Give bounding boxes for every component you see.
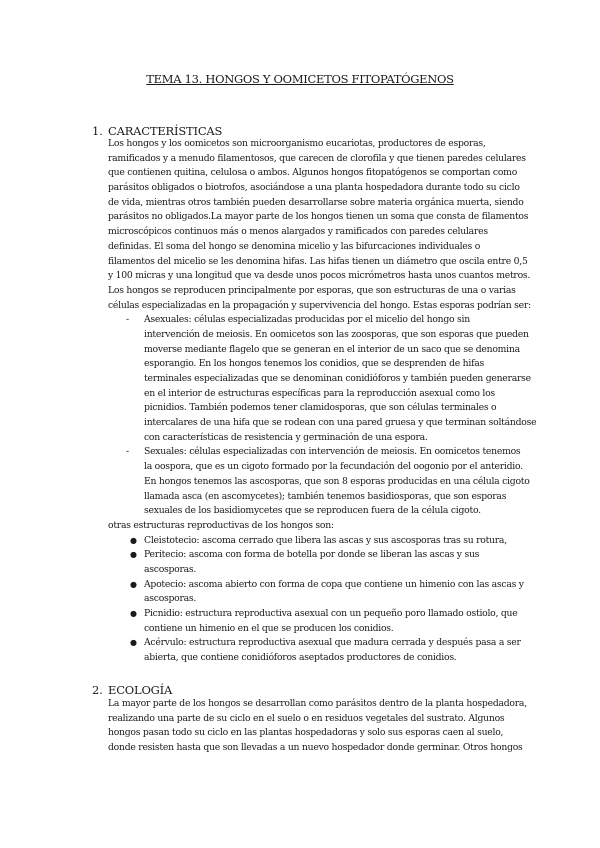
bullet-line: ascosporas. (144, 563, 197, 575)
list-item-line: con características de resistencia y germinación de una espora. (144, 431, 428, 443)
paragraph-line: Los hongos y los oomicetos son microorganismo eucariotas, productores de esporas, (108, 138, 486, 149)
bullet-marker: ● (130, 550, 137, 560)
list-item-line: moverse mediante flagelo que se generan en el interior de un saco que se denomina (144, 343, 520, 355)
section-number: 2. (92, 683, 103, 697)
list-item-text: Asexuales: células especializadas producidas por el micelio del hongo sin (144, 314, 470, 326)
section-body-ecologia (108, 697, 548, 756)
list-item-line: la oospora, que es un cigoto formado por la fecundación del oogonio por el anteridio. (144, 461, 523, 473)
list-item-text: Sexuales: células especializadas con intervención de meiosis. En oomicetos tenemos (144, 446, 521, 458)
bullet-marker: ● (130, 535, 137, 545)
bullet-marker: ● (130, 609, 137, 618)
section-title: ECOLOGÍA (108, 683, 173, 697)
bullet-item-picnidio (108, 607, 548, 622)
section-title: CARACTERÍSTICAS (108, 124, 223, 138)
paragraph-line: donde resisten hasta que son llevadas a un nuevo hospedador donde germinar. Otros hongos (108, 742, 523, 754)
bullet-item-peritecio (108, 548, 548, 563)
bullet-text: Cleistotecio: ascoma cerrado que libera las ascas y sus ascosporas tras su rotura, (144, 534, 507, 546)
list-item-line: picnidios. También podemos tener clamidosporas, que son células terminales o (144, 402, 497, 414)
section-number: 1. (92, 124, 103, 138)
paragraph-line: parásitos obligados o biotrofos, asociándose a una planta hospedadora durante todo su ciclo (108, 182, 520, 194)
paragraph-line: definidas. El soma del hongo se denomina micelio y las bifurcaciones individuales o (108, 240, 481, 252)
bullet-line: contiene un himenio en el que se producen los conidios. (144, 622, 394, 634)
list-item-line: intervención de meiosis. En oomicetos son las zoosporas, que son esporas que pueden (144, 328, 529, 340)
section-body-caracteristicas (108, 137, 548, 666)
section-heading-ecologia (92, 683, 172, 697)
list-item-line: esporangio. En los hongos tenemos los conidios, que se desprenden de hifas (144, 358, 485, 370)
paragraph-line: células especializadas en la propagación y supervivencia del hongo. Estas esporas podrían ser: (108, 299, 531, 311)
paragraph-line: de vida, mientras otros también pueden desarrollarse sobre materia orgánica muerta, siendo (108, 196, 524, 208)
list-item-sexuales (108, 445, 548, 460)
list-item-line: terminales especializadas que se denominan conidióforos y también pueden generarse (144, 373, 531, 384)
bullet-marker: ● (130, 638, 137, 648)
paragraph-line: parásitos no obligados.La mayor parte de los hongos tienen un soma que consta de filamentos (108, 211, 529, 223)
bullet-text: Acérvulo: estructura reproductiva asexual que madura cerrada y después pasa a ser (144, 637, 521, 649)
bullet-item-cleistotecio (108, 534, 548, 549)
page-title: TEMA 13. HONGOS Y OOMICETOS FITOPATÓGENOS (146, 72, 454, 86)
paragraph-line: La mayor parte de los hongos se desarrollan como parásitos dentro de la planta hospedadora, (108, 698, 527, 709)
bullet-text: Picnidio: estructura reproductiva asexual con un pequeño poro llamado ostiolo, que (144, 608, 518, 619)
bullet-line: ascosporas. (144, 593, 197, 605)
dash-marker: - (126, 314, 129, 326)
paragraph-line: Los hongos se reproducen principalmente por esporas, que son estructuras de una o varias (108, 284, 516, 296)
bullet-marker: ● (130, 579, 137, 589)
list-item-line: intercalares de una hifa que se rodean con una pared gruesa y que terminan soltándose (144, 417, 537, 429)
list-item-line: llamada asca (en ascomycetes); también tenemos basidiosporas, que son esporas (144, 490, 507, 502)
paragraph-line: y 100 micras y una longitud que va desde unos pocos micrómetros hasta unos cuantos metros. (108, 270, 531, 282)
list-item-line: sexuales de los basidiomycetes que se reproducen fuera de la célula cigoto. (144, 505, 481, 517)
paragraph-line: que contienen quitina, celulosa o ambos. Algunos hongos fitopatógenos se comportan como (108, 167, 518, 179)
dash-marker: - (126, 446, 129, 458)
list-item-line: En hongos tenemos las ascosporas, que son 8 esporas producidas en una célula cigoto (144, 475, 530, 487)
bullet-line: abierta, que contiene conidióforos aseptados productores de conidios. (144, 652, 457, 664)
bullet-text: Peritecio: ascoma con forma de botella por donde se liberan las ascas y sus (144, 549, 480, 561)
paragraph-line: hongos pasan todo su ciclo en las plantas hospedadoras y solo sus esporas caen al suelo, (108, 727, 504, 739)
section-heading-caracteristicas (92, 124, 222, 138)
paragraph-line: ramificados y a menudo filamentosos, que carecen de clorofila y que tienen paredes celulares (108, 152, 526, 164)
bullets-intro: otras estructuras reproductivas de los hongos son: (108, 519, 334, 531)
bullet-text: Apotecio: ascoma abierto con forma de copa que contiene un himenio con las ascas y (144, 578, 524, 590)
bullet-item-acervulo (108, 636, 548, 651)
paragraph-line: realizando una parte de su ciclo en el suelo o en residuos vegetales del sustrato. Algunos (108, 712, 505, 724)
paragraph-line: filamentos del micelio se les denomina hifas. Las hifas tienen un diámetro que oscila entre 0,5 (108, 255, 528, 267)
bullet-item-apotecio (108, 578, 548, 593)
list-item-asexuales (108, 313, 548, 328)
list-item-line: en el interior de estructuras específicas para la reproducción asexual como los (144, 387, 495, 399)
paragraph-line: microscópicos continuos más o menos alargados y ramificados con paredes celulares (108, 226, 488, 238)
